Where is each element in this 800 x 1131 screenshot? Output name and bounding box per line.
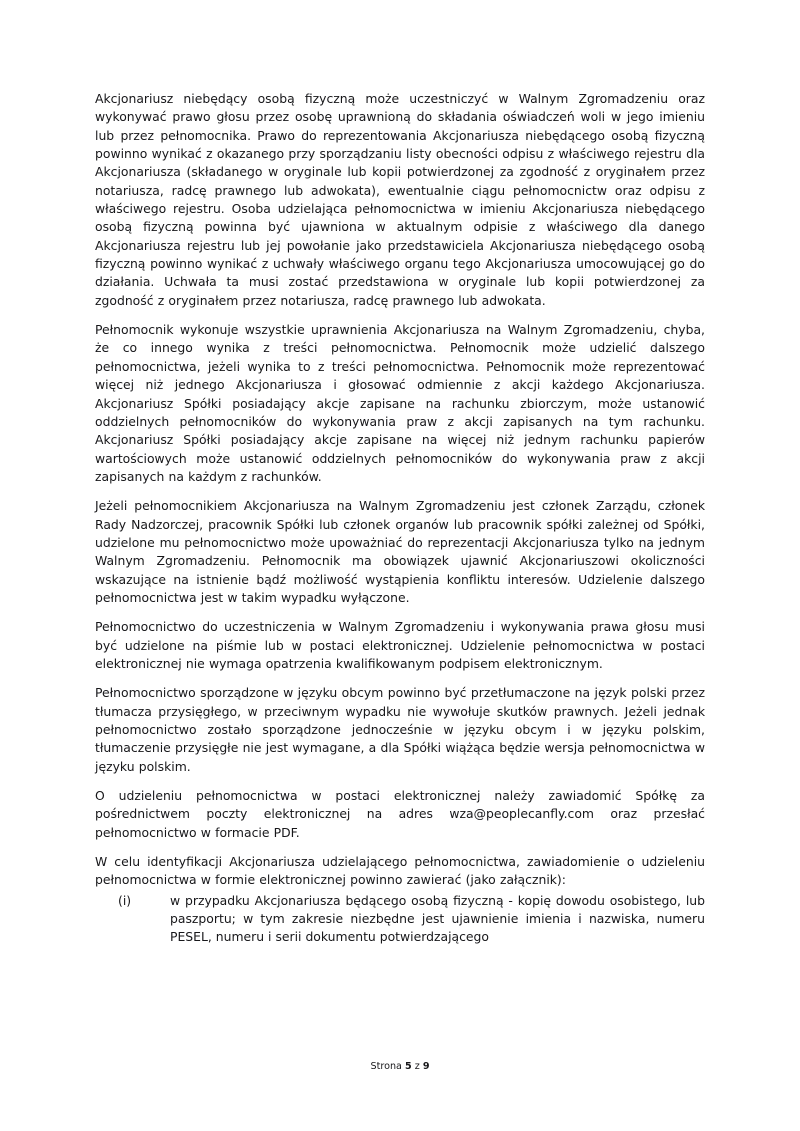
paragraph: Pełnomocnictwo do uczestniczenia w Walnym Zgromadzeniu i wykonywania prawa głosu musi być udzielone na piśmie lub w postaci elektronicznej. Udzielenie pełnomocnictwa w postaci elektronicznej nie wymaga opatrzenia kwalifikowanym podpisem elektronicznym. [95, 619, 705, 671]
footer-label: Strona [370, 1061, 402, 1072]
list-item-marker: (i) [118, 892, 132, 908]
footer-total-pages: 9 [422, 1061, 430, 1072]
list-item-text: w przypadku Akcjonariusza będącego osobą fizyczną - kopię dowodu osobistego, lub paszportu; w tym zakresie niezbędne jest ujawnienie imienia i nazwiska, numeru PESEL, numeru i serii dokumentu potwierdzającego [170, 892, 705, 945]
footer-current-page: 5 [404, 1061, 412, 1072]
paragraph: Jeżeli pełnomocnikiem Akcjonariusza na Walnym Zgromadzeniu jest członek Zarządu, członek Rady Nadzorczej, pracownik Spółki lub członek organów lub pracownik spółki zależnej od Spółki, udzielone mu pełnomocnictwo może upoważniać do reprezentacji Akcjonariusza tylko na jednym Walnym Zgromadzeniu. Pełnomocnik ma obowiązek ujawnić Akcjonariuszowi okoliczności wskazujące na istnienie bądź możliwość wystąpienia konfliktu interesów. Udzielenie dalszego pełnomocnictwa jest w takim wypadku wyłączone. [95, 498, 705, 605]
paragraph: O udzieleniu pełnomocnictwa w postaci elektronicznej należy zawiadomić Spółkę za pośrednictwem poczty elektronicznej na adres wza@peoplecanfly.com oraz przesłać pełnomocnictwo w formacie PDF. [95, 788, 705, 840]
paragraph: Akcjonariusz niebędący osobą fizyczną może uczestniczyć w Walnym Zgromadzeniu oraz wykonywać prawo głosu przez osobę uprawnioną do składania oświadczeń woli w jego imieniu lub przez pełnomocnika. Prawo do reprezentowania Akcjonariusza niebędącego osobą fizyczną powinno wynikać z okazanego przy sporządzaniu listy obecności odpisu z właściwego rejestru dla Akcjonariusza (składanego w oryginale lub kopii potwierdzonej za zgodność z oryginałem przez notariusza, radcę prawnego lub adwokata), ewentualnie ciągu pełnomocnictw oraz odpisu z właściwego rejestru. Osoba udzielająca pełnomocnictwa w imieniu Akcjonariusza niebędącego osobą fizyczną powinna być ujawniona w aktualnym odpisie z właściwego dla danego Akcjonariusza rejestru lub jej powołanie jako przedstawiciela Akcjonariusza niebędącego osobą fizyczną powinno wynikać z uchwały właściwego organu tego Akcjonariusza umocowującej go do działania. Uchwała ta musi zostać przedstawiona w oryginale lub kopii potwierdzonej za zgodność z oryginałem przez notariusza, radcę prawnego lub adwokata. [95, 91, 705, 308]
list-item [95, 892, 705, 947]
paragraph: Pełnomocnik wykonuje wszystkie uprawnienia Akcjonariusza na Walnym Zgromadzeniu, chyba, że co innego wynika z treści pełnomocnictwa. Pełnomocnik może udzielić dalszego pełnomocnictwa, jeżeli wynika to z treści pełnomocnictwa. Pełnomocnik może reprezentować więcej niż jednego Akcjonariusza i głosować odmiennie z akcji każdego Akcjonariusza. Akcjonariusz Spółki posiadający akcje zapisane na rachunku zbiorczym, może ustanowić oddzielnych pełnomocników do wykonywania praw z akcji zapisanych na tym rachunku. Akcjonariusz Spółki posiadający akcje zapisane na więcej niż jednym rachunku papierów wartościowych może ustanowić oddzielnych pełnomocników do wykonywania praw z akcji zapisanych na każdym z rachunków. [95, 322, 705, 484]
paragraph: Pełnomocnictwo sporządzone w języku obcym powinno być przetłumaczone na język polski przez tłumacza przysięgłego, w przeciwnym wypadku nie wywołuje skutków prawnych. Jeżeli jednak pełnomocnictwo zostało sporządzone jednocześnie w języku obcym i w języku polskim, tłumaczenie przysięgłe nie jest wymagane, a dla Spółki wiążąca będzie wersja pełnomocnictwa w języku polskim. [95, 685, 705, 774]
paragraph: W celu identyfikacji Akcjonariusza udzielającego pełnomocnictwa, zawiadomienie o udzieleniu pełnomocnictwa w formie elektronicznej powinno zawierać (jako załącznik): [95, 854, 705, 888]
footer-separator: z [414, 1061, 420, 1072]
enumerated-list [95, 892, 705, 947]
document-body [95, 90, 705, 947]
page-footer [0, 1060, 800, 1073]
